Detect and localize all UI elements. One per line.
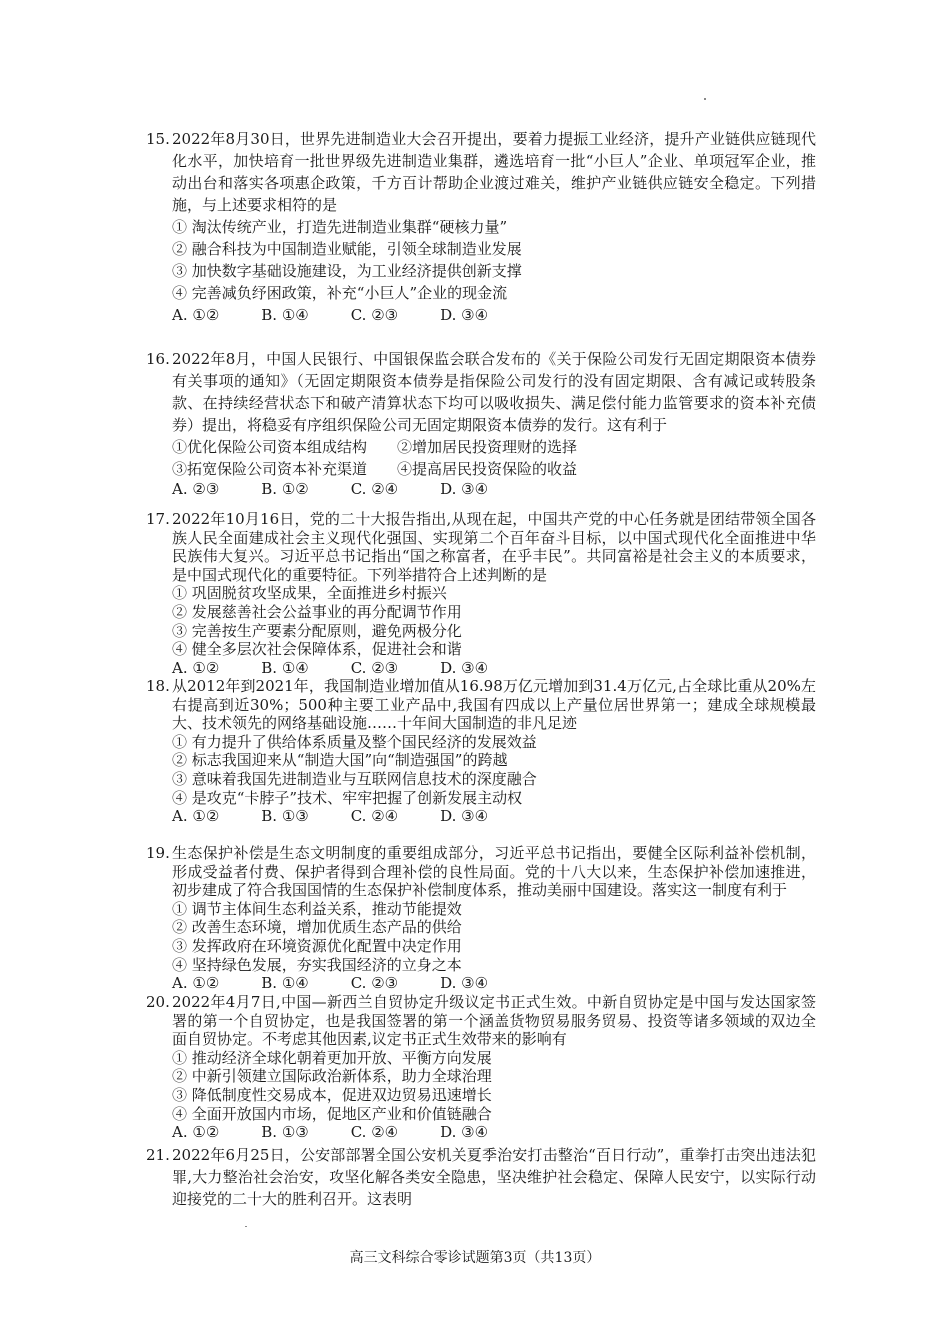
option: ③ 完善按生产要素分配原则，避免两极分化 — [172, 621, 462, 640]
option: ② 改善生态环境，增加优质生态产品的供给 — [172, 918, 462, 937]
option: ② 发展慈善社会公益事业的再分配调节作用 — [172, 602, 462, 621]
option: ① 巩固脱贫攻坚成果，全面推进乡村振兴 — [172, 584, 447, 603]
choice-b: B. ①④ — [261, 974, 309, 993]
option: ④ 全面开放国内市场，促地区产业和价值链融合 — [172, 1104, 492, 1123]
answer-choices — [146, 480, 816, 499]
answer-choices — [146, 1123, 816, 1142]
choice-b: B. ①③ — [261, 807, 309, 826]
option: ④ 完善减负纾困政策，补充“小巨人”企业的现金流 — [172, 284, 508, 302]
option: ① 有力提升了供给体系质量及整个国民经济的发展效益 — [172, 732, 537, 751]
option: ③ 加快数字基础设施建设，为工业经济提供创新支撑 — [172, 262, 522, 280]
choice-d: D. ③④ — [440, 306, 489, 324]
choice-c: C. ②③ — [350, 974, 399, 993]
option: ② 标志我国迎来从“制造大国”向“制造强国”的跨越 — [172, 751, 508, 770]
question-number: 19. — [146, 844, 170, 862]
choice-c: C. ②④ — [350, 480, 399, 498]
page-footer: 高三文科综合零诊试题第3页（共13页） — [349, 1250, 601, 1266]
option: ④ 是攻克“卡脖子”技术、牢牢把握了创新发展主动权 — [172, 788, 523, 807]
option: ④ 健全多层次社会保障体系，促进社会和谐 — [172, 640, 462, 659]
answer-choices — [146, 974, 816, 993]
option: ①优化保险公司资本组成结构 ②增加居民投资理财的选择 — [172, 438, 578, 456]
option: ② 融合科技为中国制造业赋能，引领全球制造业发展 — [172, 240, 522, 258]
question-stem: 从2012年到2021年，我国制造业增加值从16.98万亿元增加到31.4万亿元,占全球比重从20%左右提高到近30%；500种主要工业产品中,我国有四成以上产量位居世界第一；建成全球规模最大、技术领先的网络基础设施……十年间大国制造的非凡足迹 — [172, 677, 816, 733]
choice-c: C. ②③ — [350, 658, 399, 677]
question-number: 17. — [146, 510, 170, 528]
choice-d: D. ③④ — [440, 658, 489, 677]
question-20 — [146, 993, 816, 1142]
choice-c: C. ②④ — [350, 807, 399, 826]
answer-choices — [146, 659, 816, 678]
question-19 — [146, 844, 816, 993]
choice-d: D. ③④ — [440, 1123, 489, 1142]
answer-choices — [146, 807, 816, 826]
choice-a: A. ②③ — [172, 480, 220, 498]
question-stem: 2022年10月16日，党的二十大报告指出,从现在起，中国共产党的中心任务就是团结带领全国各族人民全面建成社会主义现代化强国、实现第二个百年奋斗目标，以中国式现代化全面推进中华民族伟大复兴。习近平总书记指出“国之称富者，在乎丰民”。共同富裕是社会主义的本质要求，是中国式现代化的重要特征。下列举措符合上述判断的是 — [172, 510, 816, 584]
scan-speck — [704, 98, 706, 100]
question-stem: 2022年6月25日，公安部部署全国公安机关夏季治安打击整治“百日行动”，重拳打击突出违法犯罪,大力整治社会治安，攻坚化解各类安全隐患，坚决维护社会稳定、保障人民安宁，以实际行动迎接党的二十大的胜利召开。这表明 — [172, 1146, 816, 1208]
option: ① 淘汰传统产业，打造先进制造业集群“硬核力量” — [172, 218, 508, 236]
scan-speck — [245, 1226, 247, 1227]
question-18 — [146, 677, 816, 826]
question-16 — [146, 348, 816, 499]
choice-d: D. ③④ — [440, 480, 489, 498]
question-15 — [146, 128, 816, 326]
question-number: 18. — [146, 677, 170, 695]
choice-a: A. ①② — [172, 807, 220, 826]
option: ③ 意味着我国先进制造业与互联网信息技术的深度融合 — [172, 769, 537, 788]
choice-b: B. ①③ — [261, 1123, 309, 1142]
choice-b: B. ①④ — [261, 306, 309, 324]
choice-a: A. ①② — [172, 306, 220, 324]
choice-d: D. ③④ — [440, 807, 489, 826]
choice-a: A. ①② — [172, 974, 220, 993]
question-number: 20. — [146, 993, 170, 1011]
option: ① 推动经济全球化朝着更加开放、平衡方向发展 — [172, 1048, 492, 1067]
choice-a: A. ①② — [172, 658, 220, 677]
question-number: 16. — [146, 350, 170, 368]
option: ③ 发挥政府在环境资源优化配置中决定作用 — [172, 936, 462, 955]
option: ② 中新引领建立国际政治新体系，助力全球治理 — [172, 1067, 492, 1086]
choice-d: D. ③④ — [440, 974, 489, 993]
question-17 — [146, 510, 816, 677]
choice-b: B. ①② — [261, 480, 309, 498]
question-stem: 2022年4月7日,中国—新西兰自贸协定升级议定书正式生效。中新自贸协定是中国与发达国家签署的第一个自贸协定，也是我国签署的第一个涵盖货物贸易服务贸易、投资等诸多领域的双边全面自贸协定。不考虑其他因素,议定书正式生效带来的影响有 — [172, 993, 816, 1049]
question-number: 21. — [146, 1146, 170, 1164]
choice-b: B. ①④ — [261, 658, 309, 677]
option: ① 调节主体间生态利益关系，推动节能提效 — [172, 899, 462, 918]
question-number: 15. — [146, 130, 170, 148]
choice-c: C. ②③ — [350, 306, 399, 324]
answer-choices — [146, 304, 816, 326]
option: ③拓宽保险公司资本补充渠道 ④提高居民投资保险的收益 — [172, 460, 578, 478]
question-21 — [146, 1144, 816, 1210]
option: ③ 降低制度性交易成本，促进双边贸易迅速增长 — [172, 1085, 492, 1104]
question-stem: 2022年8月，中国人民银行、中国银保监会联合发布的《关于保险公司发行无固定期限资本债券有关事项的通知》（无固定期限资本债券是指保险公司发行的没有固定期限、含有减记或转股条款、在持续经营状态下和破产清算状态下均可以吸收损失、满足偿付能力监管要求的资本补充债券）提出，将稳妥有序组织保险公司无固定期限资本债券的发行。这有利于 — [172, 350, 816, 434]
option: ④ 坚持绿色发展，夯实我国经济的立身之本 — [172, 955, 462, 974]
choice-a: A. ①② — [172, 1123, 220, 1142]
question-stem: 生态保护补偿是生态文明制度的重要组成部分，习近平总书记指出，要健全区际利益补偿机制，形成受益者付费、保护者得到合理补偿的良性局面。党的十八大以来，生态保护补偿加速推进，初步建成了符合我国国情的生态保护补偿制度体系，推动美丽中国建设。落实这一制度有利于 — [172, 844, 816, 900]
choice-c: C. ②④ — [350, 1123, 399, 1142]
question-stem: 2022年8月30日，世界先进制造业大会召开提出，要着力提振工业经济，提升产业链供应链现代化水平，加快培育一批世界级先进制造业集群，遴选培育一批“小巨人”企业、单项冠军企业，推动出台和落实各项惠企政策，千方百计帮助企业渡过难关，维护产业链供应链安全稳定。下列措施，与上述要求相符的是 — [172, 130, 816, 214]
